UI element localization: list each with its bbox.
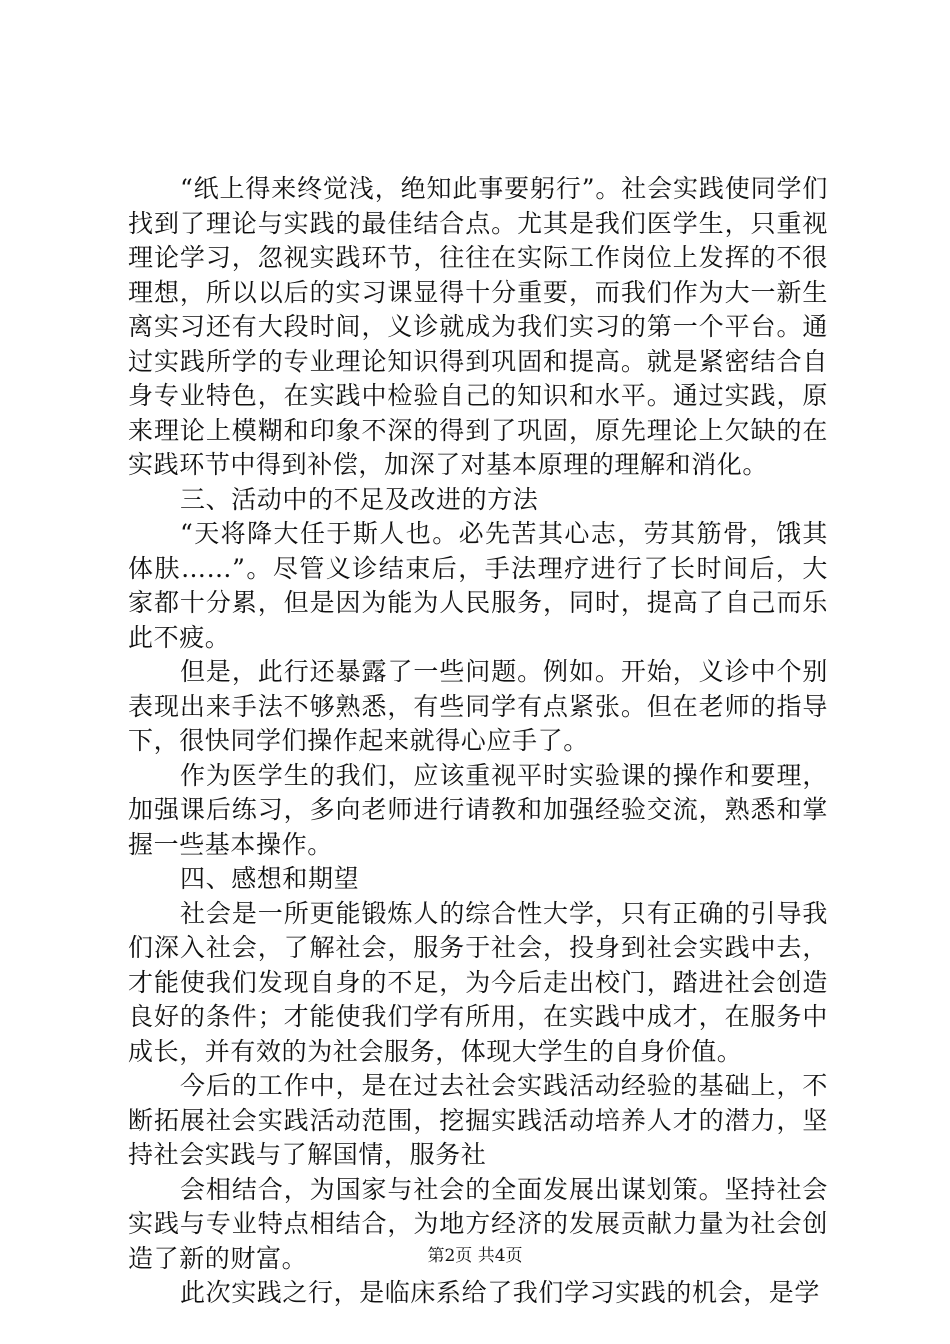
paragraph-6: 今后的工作中，是在过去社会实践活动经验的基础上，不断拓展社会实践活动范围，挖掘实践活动培养人才的潜力，坚持社会实践与了解国情，服务社: [128, 1071, 828, 1169]
paragraph-8: 此次实践之行，是临床系给了我们学习实践的机会，是学: [180, 1278, 821, 1307]
section-heading-4: 四、感想和期望: [180, 864, 360, 893]
paragraph-1: “纸上得来终觉浅，绝知此事要躬行”。社会实践使同学们找到了理论与实践的最佳结合点。尤其是我们医学生，只重视理论学习，忽视实践环节，往往在实际工作岗位上发挥的不很理想，所以以后的实习课显得十分重要，而我们作为大一新生离实习还有大段时间，义诊就成为我们实习的第一个平台。通过实践所学的专业理论知识得到巩固和提高。就是紧密结合自身专业特色，在实践中检验自己的知识和水平。通过实践，原来理论上模糊和印象不深的得到了巩固，原先理论上欠缺的在实践环节中得到补偿，加深了对基本原理的理解和消化。: [128, 174, 828, 479]
paragraph-4: 作为医学生的我们，应该重视平时实验课的操作和要理，加强课后练习，多向老师进行请教和加强经验交流，熟悉和掌握一些基本操作。: [128, 760, 828, 859]
paragraph-7: 会相结合，为国家与社会的全面发展出谋划策。坚持社会实践与专业特点相结合，为地方经济的发展贡献力量为社会创造了新的财富。: [128, 1174, 828, 1273]
page-number-footer: 第2页 共4页: [427, 1246, 523, 1266]
paragraph-3: 但是，此行还暴露了一些问题。例如。开始，义诊中个别表现出来手法不够熟悉，有些同学有点紧张。但在老师的指导下，很快同学们操作起来就得心应手了。: [128, 657, 828, 755]
paragraph-2: “天将降大任于斯人也。必先苦其心志，劳其筋骨，饿其体肤……”。尽管义诊结束后，手法理疗进行了长时间后，大家都十分累，但是因为能为人民服务，同时，提高了自己而乐此不疲。: [128, 519, 828, 652]
paragraph-5: 社会是一所更能锻炼人的综合性大学，只有正确的引导我们深入社会，了解社会，服务于社会，投身到社会实践中去，才能使我们发现自身的不足，为今后走出校门，踏进社会创造良好的条件；才能使我们学有所用，在实践中成才，在服务中成长，并有效的为社会服务，体现大学生的自身价值。: [128, 898, 828, 1066]
document-body: [128, 172, 828, 1311]
section-heading-3: 三、活动中的不足及改进的方法: [180, 484, 539, 514]
